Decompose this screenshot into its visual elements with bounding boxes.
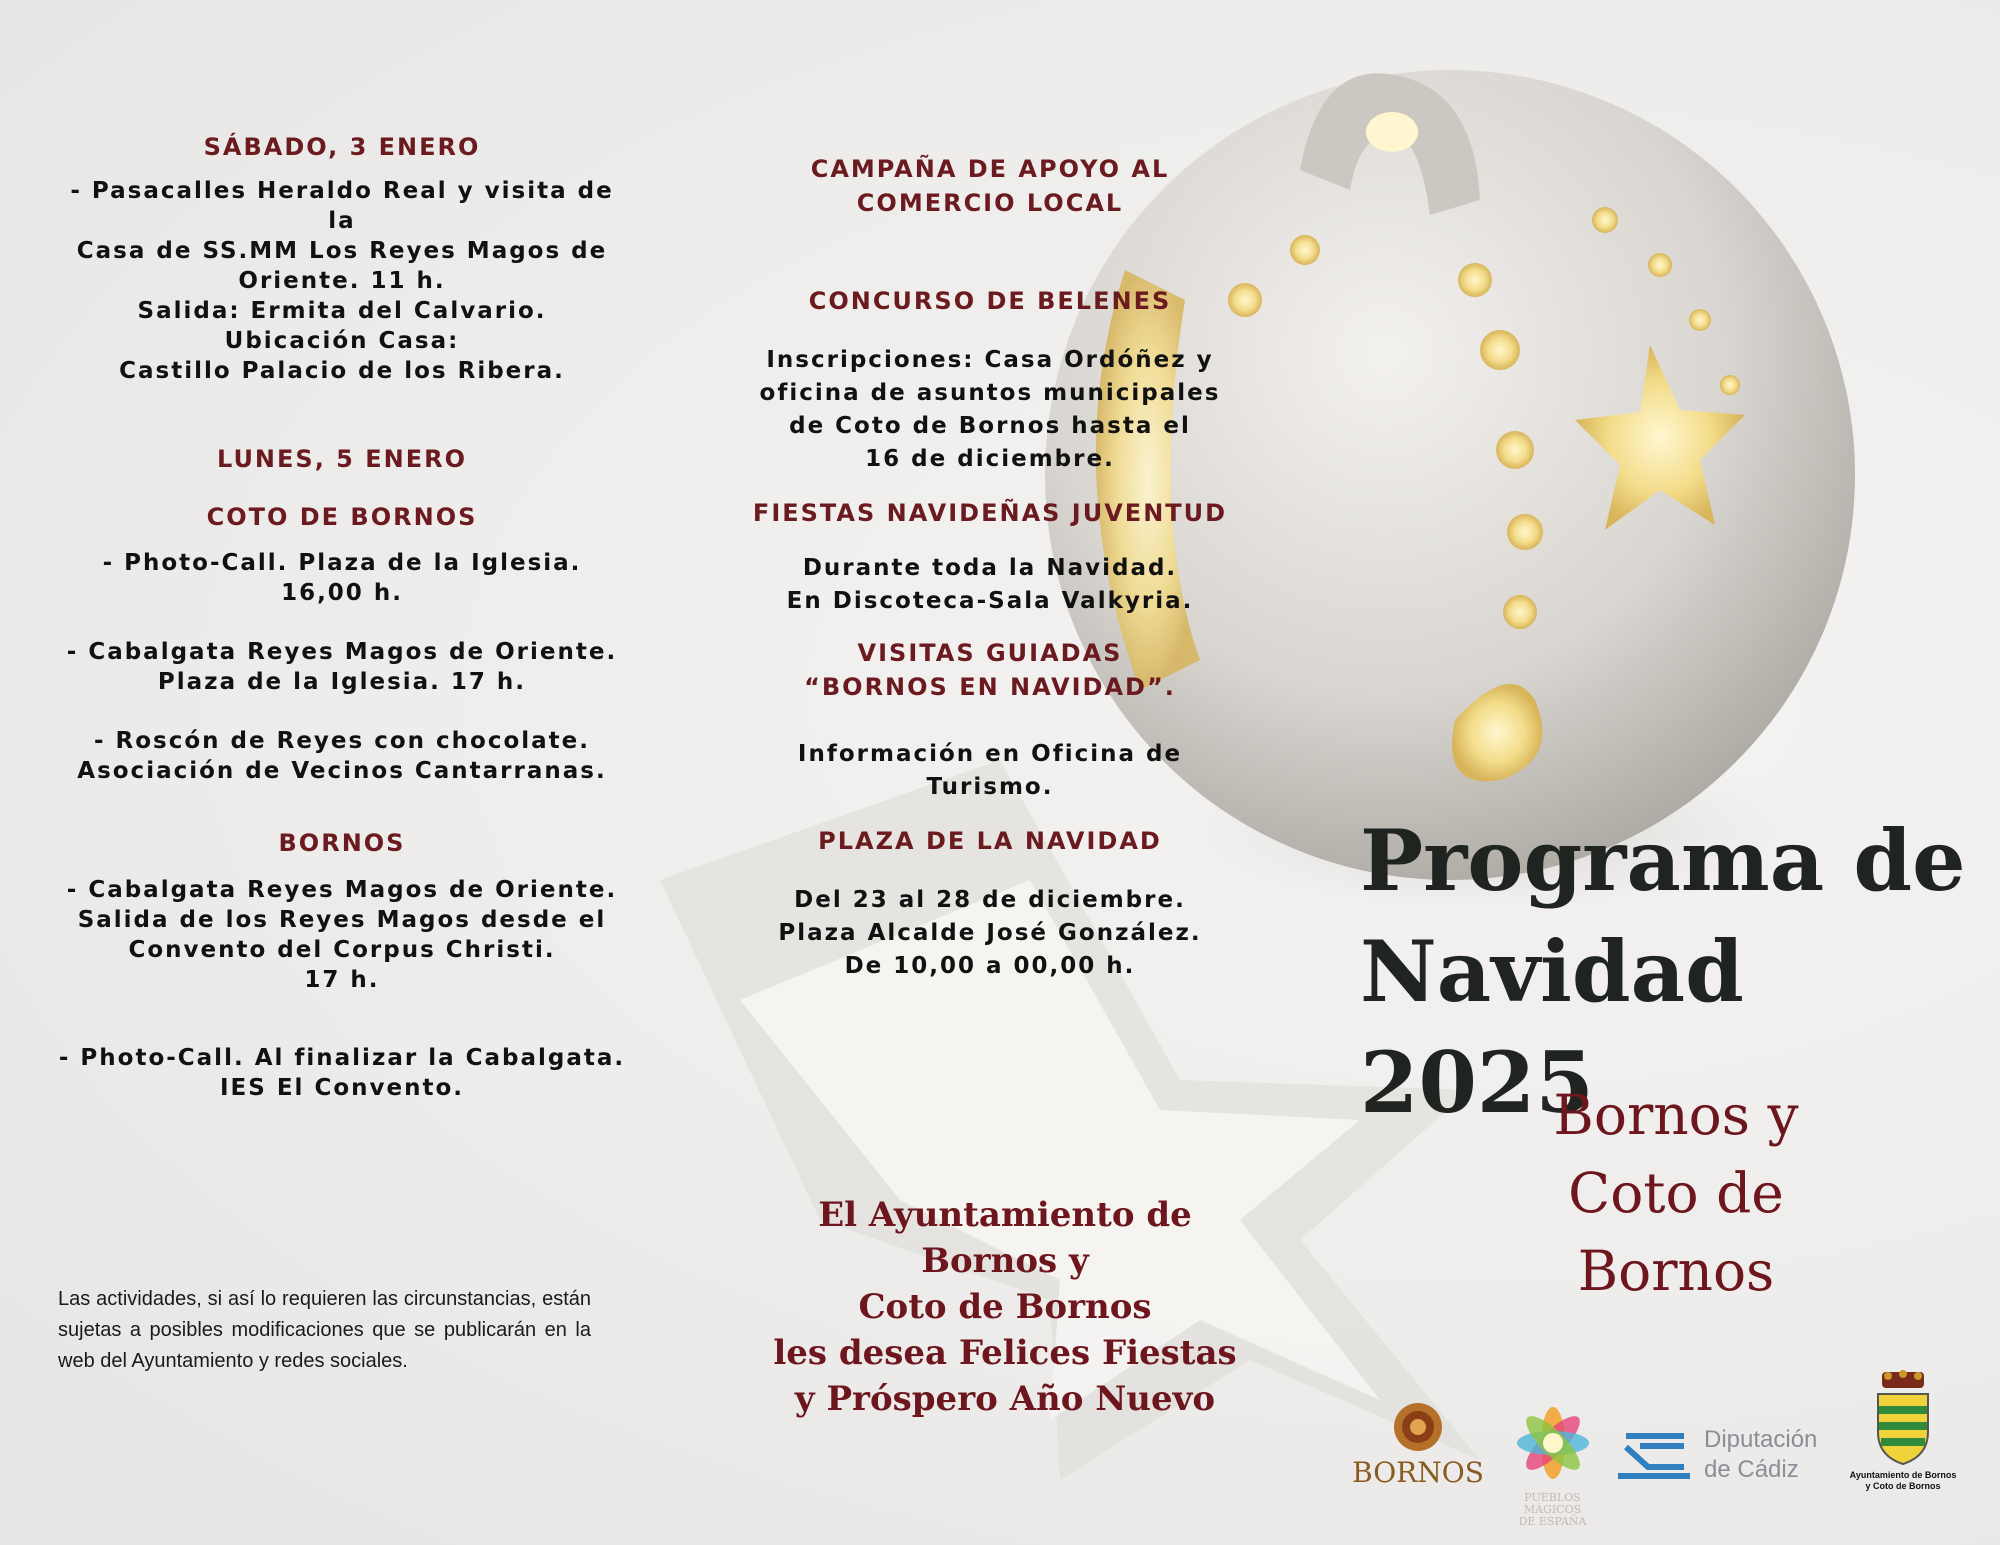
bornos-heading: BORNOS [278,829,406,857]
juventud-text: Durante toda la Navidad. En Discoteca-Sala Valkyria. [786,555,1194,614]
campaign-heading: CAMPAÑA DE APOYO AL COMERCIO LOCAL [810,155,1170,217]
coto-heading: COTO DE BORNOS [206,503,478,531]
ayuntamiento-logo [1838,1370,1968,1492]
greeting-message: El Ayuntamiento de Bornos y Coto de Bornos les desea Felices Fiestas y Próspero Año Nuevo [773,1195,1237,1419]
bornos-item-photocall: - Photo-Call. Al finalizar la Cabalgata. IES El Convento. [58,1045,626,1101]
visitas-heading: VISITAS GUIADAS “BORNOS EN NAVIDAD”. [804,639,1176,701]
bornos-item-cabalgata: - Cabalgata Reyes Magos de Oriente. Salida de los Reyes Magos desde el Convento del Corpus Christi. 17 h. [66,877,618,993]
pueblos-magicos-logo [1500,1398,1605,1528]
plaza-heading: PLAZA DE LA NAVIDAD [818,827,1162,855]
coto-item-photocall: - Photo-Call. Plaza de la Iglesia. 16,00 h. [102,550,582,606]
juventud-heading: FIESTAS NAVIDEÑAS JUVENTUD [752,499,1228,527]
bornos-logo [1352,1400,1484,1488]
brochure-subtitle: Bornos y Coto de Bornos [1553,1083,1799,1303]
left-column [58,130,626,1103]
belenes-heading: CONCURSO DE BELENES [808,287,1172,315]
coat-of-arms-icon [1872,1370,1934,1466]
disclaimer-note: Las actividades, si así lo requieren las circunstancias, están sujetas a posibles modificaciones que se publicarán en la web del Ayuntamiento y redes sociales. [58,1288,591,1372]
pueblos-magicos-text: PUEBLOS MÁGICOS DE ESPAÑA [1518,1491,1587,1528]
plaza-text: Del 23 al 28 de diciembre. Plaza Alcalde José González. De 10,00 a 00,00 h. [778,887,1202,979]
belenes-text: Inscripciones: Casa Ordóñez y oficina de asuntos municipales de Coto de Bornos hasta el 16 de diciembre. [759,347,1221,472]
diputacion-text: Diputación de Cádiz [1704,1426,1818,1483]
saturday-heading: SÁBADO, 3 ENERO [203,133,481,161]
visitas-text: Información en Oficina de Turismo. [797,741,1183,800]
monday-heading: LUNES, 5 ENERO [217,445,467,473]
ayuntamiento-text: Ayuntamiento de Bornos y Coto de Bornos [1849,1470,1957,1491]
brochure-title: Programa de Navidad 2025 [1360,811,1966,1132]
diputacion-icon [1618,1427,1698,1485]
bornos-logo-text: BORNOS [1352,1456,1484,1489]
coto-item-cabalgata: - Cabalgata Reyes Magos de Oriente. Plaza de la Iglesia. 17 h. [66,639,618,695]
bornos-emblem-icon [1391,1400,1445,1454]
middle-column [735,152,1245,983]
saturday-text: - Pasacalles Heraldo Real y visita de la Casa de SS.MM Los Reyes Magos de Oriente. 11 h. Salida: Ermita del Calvario. Ubicación Casa: Castillo Palacio de los Ribera. [70,178,614,384]
coto-item-roscon: - Roscón de Reyes con chocolate. Asociación de Vecinos Cantarranas. [77,728,607,784]
flower-icon [1508,1398,1598,1488]
